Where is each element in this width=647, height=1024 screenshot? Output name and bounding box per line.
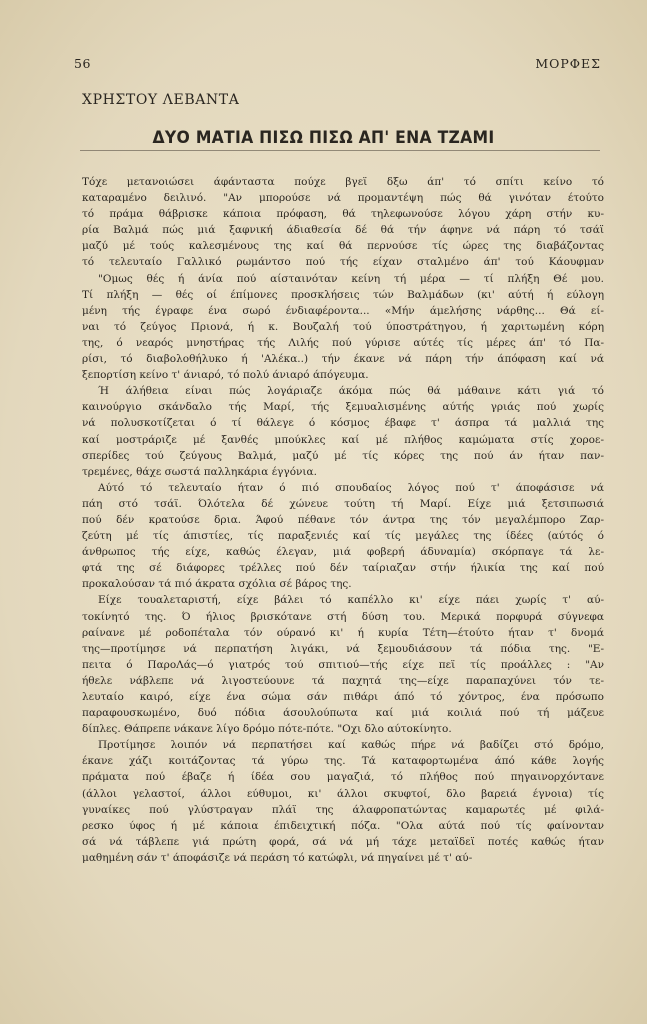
text-line: τοκίνητό της. Ό ήλιος βρισκότανε στή δύση του. Μερικά πορφυρά σύγνεφα [82, 610, 604, 623]
article-title: ΔΥΟ ΜΑΤΙΑ ΠΙΣΩ ΠΙΣΩ ΑΠ' ΕΝΑ ΤΖΑΜΙ [152, 128, 495, 148]
text-line: πάη στό τσάϊ. Όλότελα δέ χώνευε τούτη τή Μαρί. Είχε μιά ξετσιπωσιά [82, 497, 604, 510]
page-number: 56 [74, 56, 91, 71]
text-line: πράματα πού έβαζε ή ίδέα σου μαγαζιά, τό πλήθος πού πηγαινορχόντανε [82, 771, 604, 784]
text-line: γυναίκες πού γλύστραγαν πλάϊ της άλαφροπατώντας καμαρωτές μέ φιλά- [82, 803, 604, 816]
text-line: δίπλες. Θάπρεπε νάκανε λίγο δρόμο πότε-πότε. "Οχι δλο αύτοκίνητο. [82, 723, 452, 736]
author-name: ΧΡΗΣΤΟΥ ΛΕΒΑΝΤΑ [82, 92, 240, 108]
text-line: ρία Βαλμά πώς μιά ξαφνική άδιαθεσία δέ θά τήν άφηνε νά πάρη τό τσάϊ [82, 224, 604, 237]
text-line: πού δέν κρατούσε δρια. Άφού πέθανε τόν άντρα της τόν μεγαλέμπορο Ζαρ- [82, 513, 604, 526]
text-line: (άλλοι γελαστοί, άλλοι εύθυμοι, κι' άλλοι σκυφτοί, δλο βαρειά έγνοια) τίς [82, 787, 604, 800]
page-header [74, 56, 601, 72]
text-line: καταραμένο δειλινό. "Αν μπορούσε νά προμαντέψη πώς θά γινόταν έτούτο [82, 192, 604, 205]
journal-name: ΜΟΡΦΕΣ [535, 56, 601, 71]
text-line: μαθημένη σάν τ' άποφάσιζε νά περάση τό κατώφλι, νά πηγαίνει μέ τ' αύ- [82, 851, 473, 864]
text-line: τρεμένες, θάχε σωστά παλληκάρια έγγόνια. [82, 465, 317, 478]
text-line: πειτα ό ΠαροΛάς—ό γιατρός τού σπιτιού—τής είχε πεϊ τίς προάλλες : "Αν [82, 658, 604, 671]
text-line: άνθρωπος τής είχε, καθώς έλεγαν, μιά φοβερή άδυναμία) σκόρπαγε τά λε- [82, 546, 604, 559]
text-line: Αύτό τό τελευταίο ήταν ό πιό σπουδαίος λόγος πού τ' άποφάσισε νά [98, 481, 604, 494]
text-line: ξεπορτίση κείνο τ' άνιαρό, τό πολύ άνιαρό άπόγευμα. [82, 369, 369, 382]
text-line: Τόχε μετανοιώσει άφάνταστα πούχε βγεϊ δξω άπ' τό σπίτι κείνο τό [82, 176, 604, 188]
text-line: ήθελε νάβλεπε νά λιγοστεύουνε τά παχητά της—είχε παραπαχύνει τόν τε- [82, 674, 604, 687]
article-body [82, 174, 604, 866]
text-line: μαζύ μέ τούς καλεσμένους της καί θά περνούσε τίς ώρες της διαβάζοντας [82, 240, 604, 253]
text-line: φτά της σέ διάφορες τρέλλες πού δέν ταίριαζαν στήν ήλικία της καί πού [82, 562, 604, 575]
text-line: ναι τό ζεύγος Πριονά, ή κ. Βουζαλή τού ύποστράτηγου, ή χαριτωμένη κόρη [82, 320, 604, 333]
text-line: σά νά τάβλεπε γιά πρώτη φορά, σά νά μή τάχε μεταϊδεϊ ποτές καθώς ήταν [82, 835, 604, 848]
text-line: ραίνανε μέ ροδοπέταλα τόν ούρανό κι' ή κυρία Τέτη—έτούτο ήταν τ' δνομά [82, 626, 604, 639]
text-line: Προτίμησε λοιπόν νά περπατήσει καί καθώς πήρε νά βαδίζει στό δρόμο, [98, 739, 604, 752]
text-line: νά πολυσκοτίζεται ό τί θάλεγε ό κόσμος έβαφε τ' άσπρα τά μαλλιά της [82, 417, 604, 430]
text-line: τό πράμα θάβρισκε κάποια πρόφαση, θά τηλεφωνούσε λόγου χάρη στήν κυ- [82, 208, 604, 221]
text-line: σπερίδες τού ζεύγους Βαλμά, μαζύ μέ τίς κόρες της πού άν ήταν παν- [82, 449, 604, 462]
text-line: ζεύτη μέ τίς άπιστίες, τίς παραξενιές καί τίς μεγάλες της ίδέες (αύτός ό [82, 530, 604, 543]
text-line: ρίσι, τό διαβολοθήλυκο ή 'Αλέκα..) τήν έκανε νά πάρη τήν άπόφαση καί νά [82, 353, 604, 366]
text-line: προκαλούσαν τά πιό άκρατα σχόλια σέ βάρος της. [82, 578, 352, 591]
text-line: της—προτίμησε νά περπατήση λιγάκι, νά ξεμουδιάσουν τά πόδια της. "Ε- [82, 642, 604, 655]
text-line: έκανε χάζι κοιτάζοντας τά γύρω της. Τά καταφορτωμένα άπό κάθε λογής [82, 755, 604, 768]
text-line: καί μοστράριζε μέ ξανθές μπούκλες καί μέ πλήθος καμώματα στίς χοροε- [82, 433, 604, 446]
text-line: Είχε τουαλεταριστή, είχε βάλει τό καπέλλο κι' είχε πάει χωρίς τ' αύ- [98, 594, 604, 607]
text-line: Τί πλήξη — θές οί έπίμονες προσκλήσεις τών Βαλμάδων (κι' αύτή ή εύλογη [82, 288, 604, 301]
title-underline [80, 150, 600, 151]
text-line: τό τελευταίο Γαλλικό ρωμάντσο πού τής είχαν σταλμένο άπ' τού Κάουφμαν [82, 256, 604, 269]
text-line: λευταίο καιρό, είχε ένα σώμα σάν πιθάρι άπό τό χόντρος, ένα πρόσωπο [82, 691, 604, 703]
text-line: "Ομως θές ή άνία πού αίσταινόταν κείνη τή μέρα — τί πλήξη Θέ μου. [98, 272, 604, 285]
text-line: καινούργιο σκάνδαλο τής Μαρί, τής ξεμυαλισμένης αύτής γριάς πού χωρίς [82, 401, 604, 414]
text-line: της, ό νεαρός μνηστήρας τής Λιλής πού γύρισε αύτές τίς μέρες άπ' τό Πα- [82, 336, 604, 349]
text-line: παραφουσκωμένο, δυό πόδια άσουλούπωτα καί μιά κοιλιά πού τή μάζευε [82, 707, 604, 720]
text-line: Ή άλήθεια είναι πώς λογάριαζε άκόμα πώς θά μάθαινε κάτι γιά τό [98, 385, 604, 398]
text-line: μένη τής έγραφε ένα σωρό ένδιαφέροντα... «Μήν άμελήσης νάρθης... Θά εί- [82, 304, 604, 317]
text-line: ρεσκο ύφος ή μέ κάποια έπιδειχτική πόζα. "Ολα αύτά πού τίς φαίνονταν [82, 819, 604, 832]
